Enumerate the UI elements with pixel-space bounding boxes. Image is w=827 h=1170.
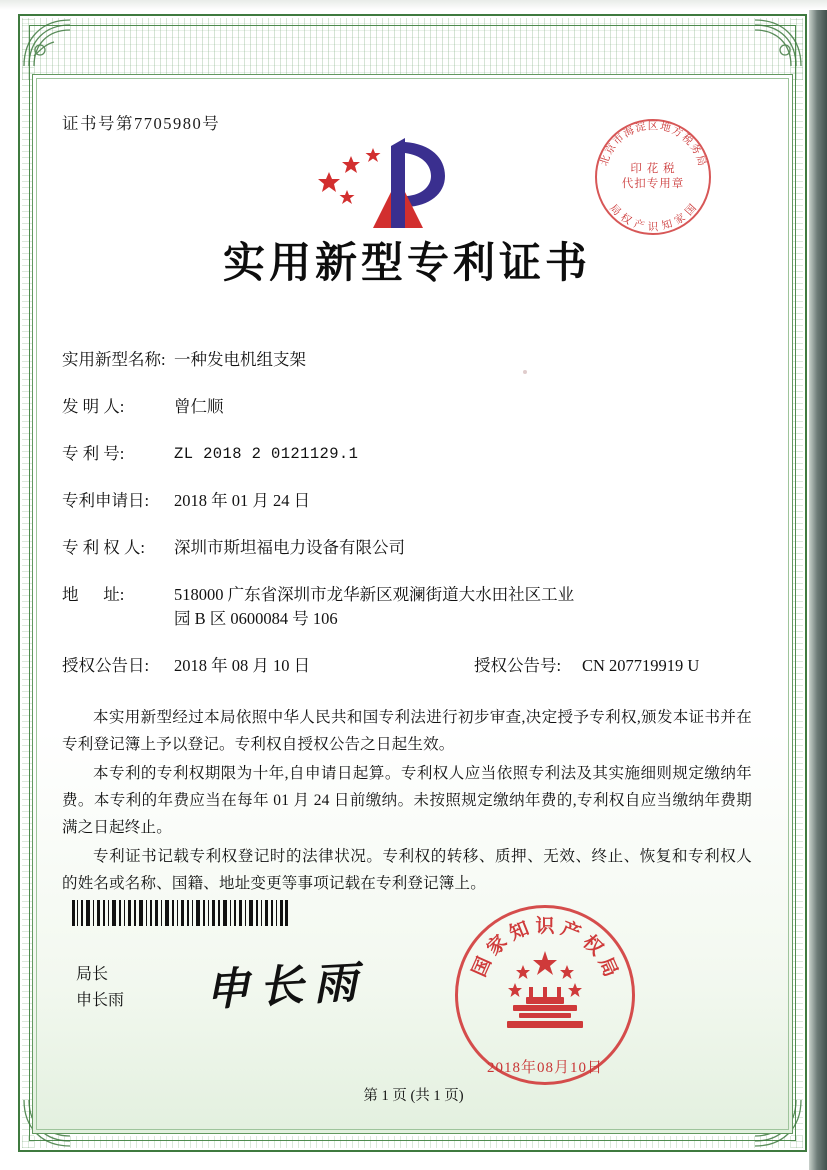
field-row bbox=[62, 489, 752, 513]
certificate-number: 证书号第7705980号 bbox=[62, 114, 221, 133]
legal-paragraph: 专利证书记载专利权登记时的法律状况。专利权的转移、质押、无效、终止、恢复和专利权人的姓名或名称、国籍、地址变更等事项记载在专利登记簿上。 bbox=[62, 848, 752, 892]
seal-arc-char: 务 bbox=[687, 142, 703, 157]
seal-arc-char: 市 bbox=[611, 132, 627, 148]
seal-arc-char: 税 bbox=[679, 132, 695, 148]
seal-arc-char: 海 bbox=[621, 125, 637, 140]
seal-arc-char: 家 bbox=[672, 212, 688, 228]
grant-date-label: 授权公告日: bbox=[62, 656, 150, 675]
field-value: 2018 年 01 月 24 日 bbox=[174, 491, 311, 510]
page-title: 实用新型专利证书 bbox=[222, 241, 591, 287]
seal-arc-char: 产 bbox=[632, 218, 646, 233]
tax-seal-line2: 代扣专用章 bbox=[621, 178, 685, 190]
field-row bbox=[62, 536, 752, 560]
barcode bbox=[72, 900, 288, 926]
grant-announcement-row bbox=[62, 654, 752, 678]
seal-arc-char: 地 bbox=[658, 121, 672, 135]
seal-arc-char: 局 bbox=[607, 202, 623, 219]
field-value: ZL 2018 2 0121129.1 bbox=[174, 445, 359, 463]
seal-arc-char: 局 bbox=[594, 954, 622, 981]
seal-arc-char: 国 bbox=[683, 202, 699, 219]
seal-arc-char: 知 bbox=[506, 918, 533, 945]
seal-arc-char: 家 bbox=[483, 931, 512, 960]
field-value-line2: 园 B 区 0600084 号 106 bbox=[174, 609, 338, 628]
national-emblem-icon bbox=[493, 943, 597, 1047]
guilloche-texture-bottom bbox=[22, 1136, 803, 1148]
field-value: 曾仁顺 bbox=[174, 397, 224, 416]
director-role-label: 局长 bbox=[76, 966, 109, 983]
seal-arc-char: 权 bbox=[578, 931, 607, 960]
corner-ornament-icon bbox=[20, 16, 74, 70]
guilloche-texture-top bbox=[22, 18, 803, 80]
field-row bbox=[62, 442, 752, 466]
certificate-content bbox=[62, 110, 752, 899]
field-row bbox=[62, 583, 752, 631]
field-label: 实用新型名称: bbox=[62, 350, 166, 369]
corner-ornament-icon bbox=[751, 16, 805, 70]
field-label: 地 址: bbox=[62, 585, 125, 604]
field-row bbox=[62, 348, 752, 372]
legal-paragraph: 本实用新型经过本局依照中华人民共和国专利法进行初步审查,决定授予专利权,颁发本证书并在专利登记簿上予以登记。专利权自授权公告之日起生效。 bbox=[62, 709, 752, 753]
field-label: 专利申请日: bbox=[62, 491, 150, 510]
handwritten-signature: 申长雨 bbox=[204, 957, 369, 1016]
certificate-fields bbox=[62, 348, 752, 678]
grant-number-label: 授权公告号: bbox=[474, 656, 562, 675]
scan-edge-shadow bbox=[809, 0, 827, 1170]
seal-arc-char: 京 bbox=[603, 142, 619, 157]
gov-seal-date: 2018年08月10日 bbox=[486, 1060, 604, 1076]
seal-arc-char: 方 bbox=[669, 125, 685, 140]
seal-arc-char: 权 bbox=[618, 212, 634, 228]
signature-block bbox=[76, 962, 124, 1014]
field-value: 518000 广东省深圳市龙华新区观澜街道大水田社区工业 园 B 区 0600084 号 106 bbox=[174, 583, 752, 631]
seal-arc-char: 知 bbox=[660, 218, 674, 233]
field-row bbox=[62, 395, 752, 419]
seal-arc-char: 产 bbox=[557, 918, 584, 945]
official-government-seal: 国 家 知 识 产 权 局 2018年08月10日 bbox=[455, 905, 635, 1085]
scan-top-edge bbox=[0, 0, 827, 10]
tax-stamp-seal bbox=[592, 116, 714, 238]
field-label: 专 利 权 人: bbox=[62, 538, 145, 557]
seal-arc-char: 国 bbox=[468, 954, 496, 981]
page-footer: 第 1 页 (共 1 页) bbox=[363, 1088, 464, 1104]
tax-seal-center-text bbox=[622, 162, 685, 192]
tax-seal-line1: 印 花 税 bbox=[630, 163, 676, 175]
cnipa-logo-icon bbox=[317, 132, 477, 242]
grant-number-value: CN 207719919 U bbox=[582, 656, 700, 675]
grant-date-value: 2018 年 08 月 10 日 bbox=[174, 656, 311, 675]
seal-arc-char: 局 bbox=[693, 154, 707, 168]
legal-paragraph: 本专利的专利权期限为十年,自申请日起算。专利权人应当依照专利法及其实施细则规定缴纳年费。本专利的年费应当在每年 01 月 24 日前缴纳。未按照规定缴纳年费的,专利权自应当缴纳年费期满之日起终止。 bbox=[62, 765, 752, 836]
tax-seal-arc-text: 北 京 市 海 淀 区 地 方 税 务 局 国 家 知 识 产 权 局 bbox=[599, 121, 707, 233]
legal-paragraphs bbox=[62, 704, 752, 897]
director-name: 申长雨 bbox=[76, 992, 125, 1009]
field-label: 专 利 号: bbox=[62, 444, 125, 463]
seal-arc-char: 淀 bbox=[634, 121, 648, 135]
field-value: 一种发电机组支架 bbox=[174, 350, 306, 369]
field-label: 发 明 人: bbox=[62, 397, 125, 416]
field-value: 深圳市斯坦福电力设备有限公司 bbox=[174, 538, 405, 557]
seal-arc-char: 北 bbox=[599, 154, 613, 168]
